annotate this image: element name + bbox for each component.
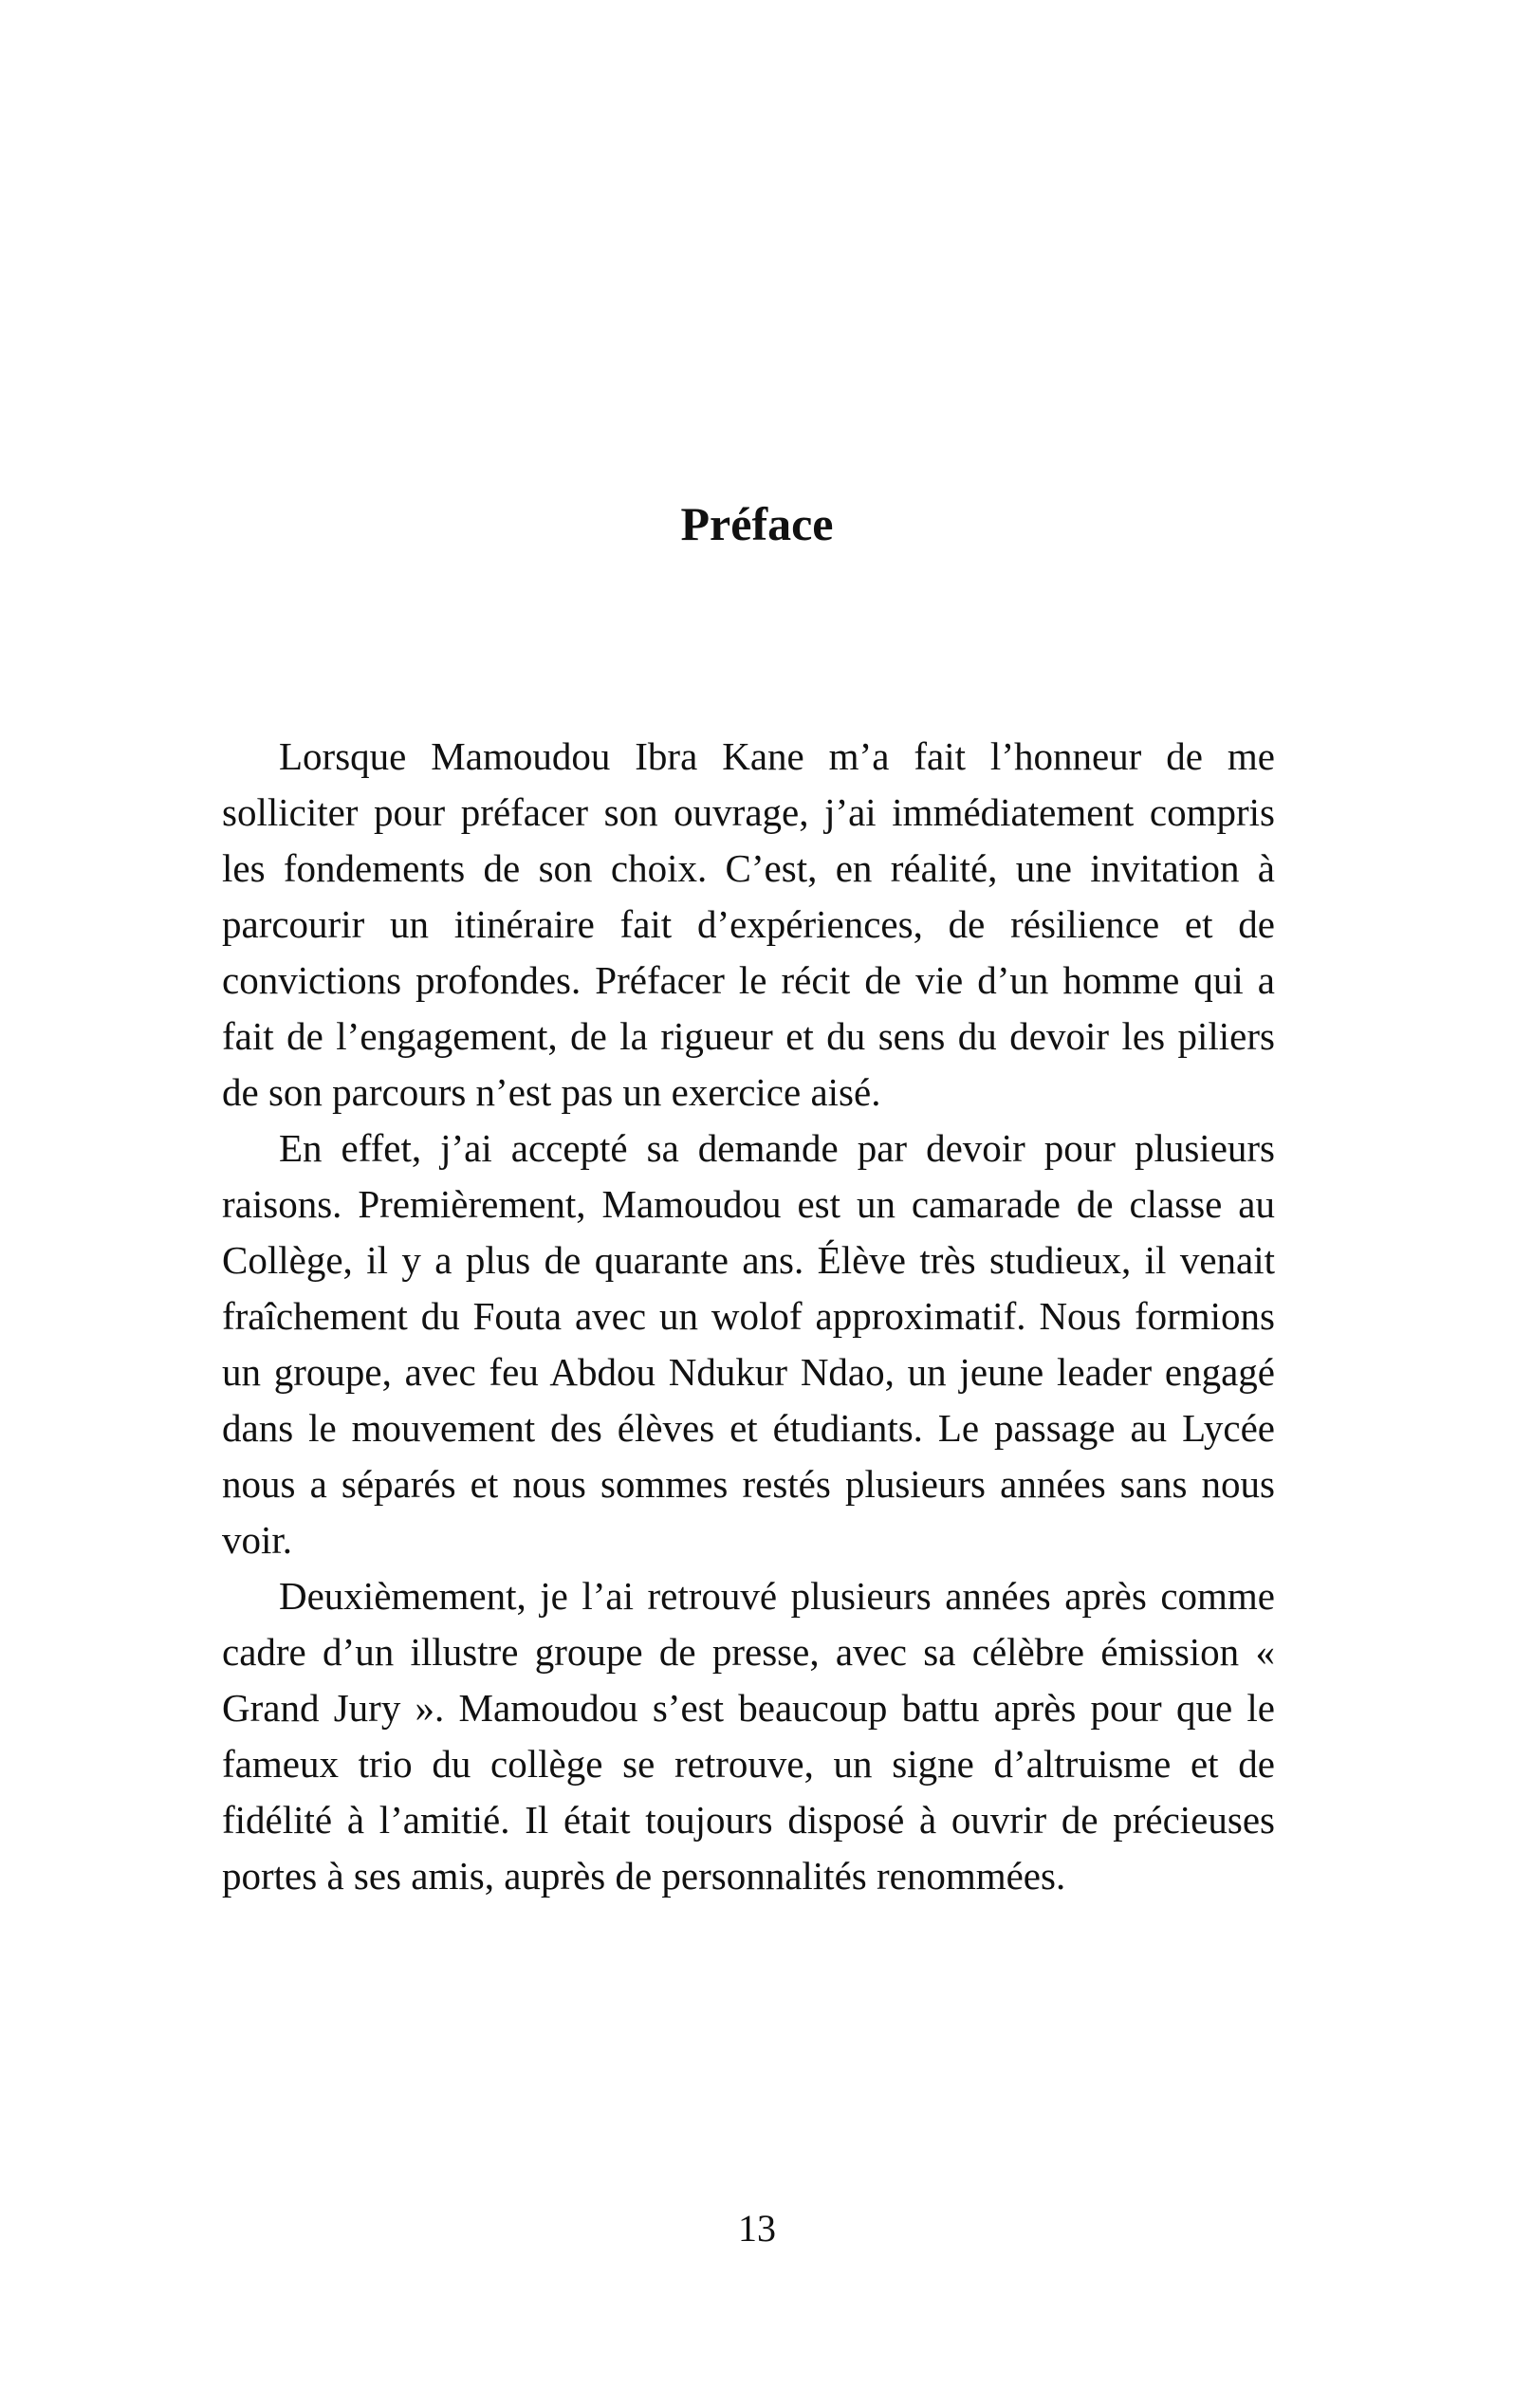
preface-body — [222, 729, 1275, 1904]
paragraph-1: Lorsque Mamoudou Ibra Kane m’a fait l’honneur de me solliciter pour préfacer son ouvrage, j’ai immédiatement compris les fondements de son choix. C’est, en réalité, une invitation à parcourir un itinéraire fait d’expériences, de résilience et de convictions profondes. Préfacer le récit de vie d’un homme qui a fait de l’engagement, de la rigueur et du sens du devoir les piliers de son parcours n’est pas un exercice aisé. — [222, 734, 1275, 1114]
paragraph-3: Deuxièmement, je l’ai retrouvé plusieurs années après comme cadre d’un illustre groupe de presse, avec sa célèbre émission « Grand Jury ». Mamoudou s’est beaucoup battu après pour que le fameux trio du collège se retrouve, un signe d’altruisme et de fidélité à l’amitié. Il était toujours disposé à ouvrir de précieuses portes à ses amis, auprès de personnalités renommées. — [222, 1574, 1275, 1898]
paragraph-2: En effet, j’ai accepté sa demande par devoir pour plusieurs raisons. Premièrement, Mamoudou est un camarade de classe au Collège, il y a plus de quarante ans. Élève très studieux, il venait fraîchement du Fouta avec un wolof approximatif. Nous formions un groupe, avec feu Abdou Ndukur Ndao, un jeune leader engagé dans le mouvement des élèves et étudiants. Le passage au Lycée nous a séparés et nous sommes restés plusieurs années sans nous voir. — [222, 1126, 1275, 1562]
page-title: Préface — [680, 497, 834, 550]
page-number: 13 — [738, 2207, 776, 2250]
